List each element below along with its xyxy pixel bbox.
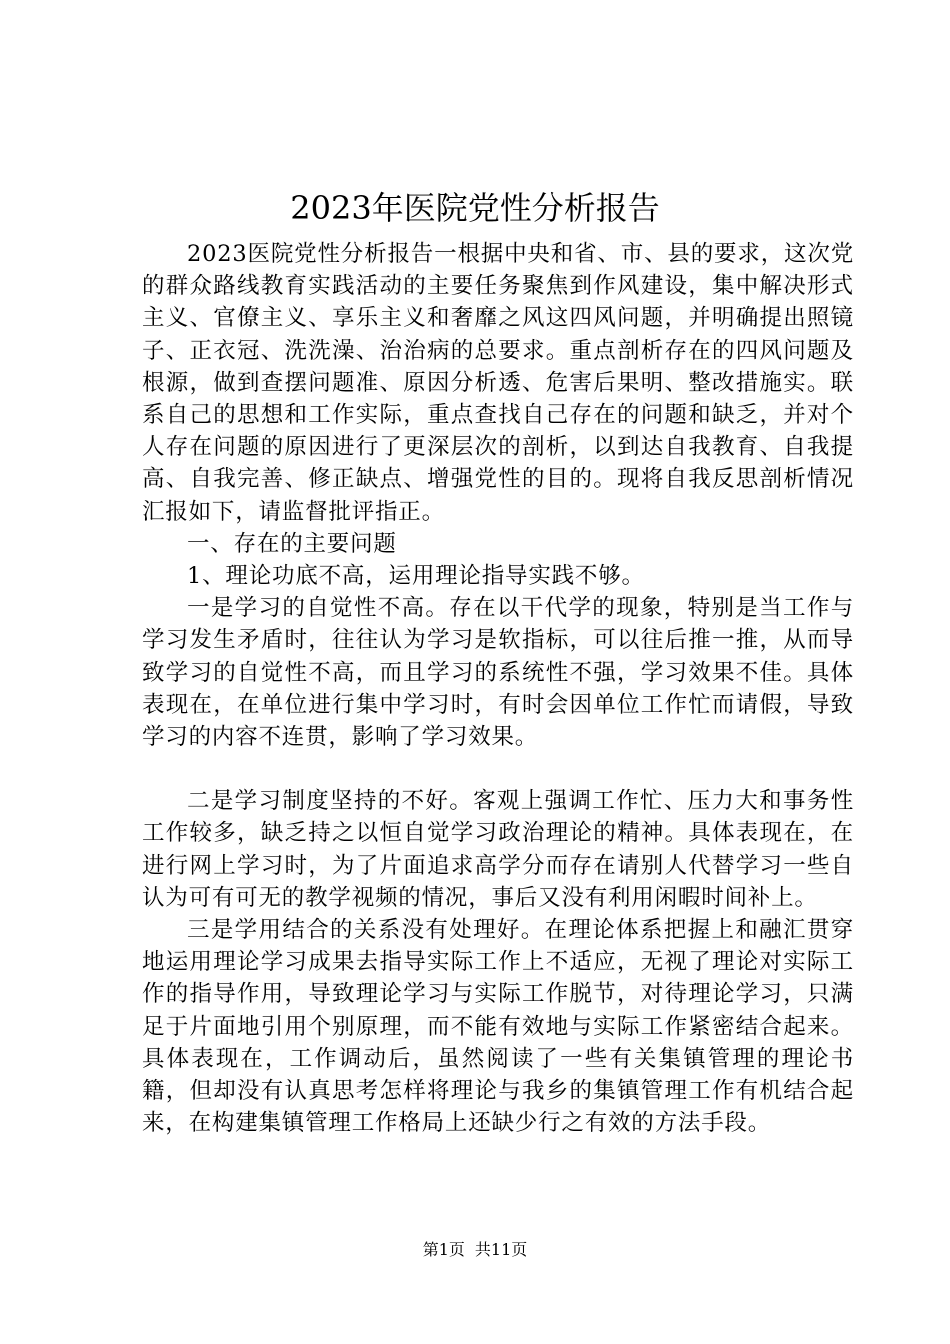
page-number: 第1页 (422, 1240, 465, 1259)
paragraph-study-application: 三是学用结合的关系没有处理好。在理论体系把握上和融汇贯穿地运用理论学习成果去指导实际工作上不适应，无视了理论对实际工作的指导作用，导致理论学习与实际工作脱节，对待理论学习，只满足于片面地引用个别原理，而不能有效地与实际工作紧密结合起来。具体表现在，工作调动后，虽然阅读了一些有关集镇管理的理论书籍，但却没有认真思考怎样将理论与我乡的集镇管理工作有机结合起来，在构建集镇管理工作格局上还缺少行之有效的方法手段。 (142, 917, 854, 1137)
page-total: 共11页 (474, 1240, 528, 1259)
intro-paragraph: 2023医院党性分析报告一根据中央和省、市、县的要求，这次党的群众路线教育实践活动的主要任务聚焦到作风建设，集中解决形式主义、官僚主义、享乐主义和奢靡之风这四风问题，并明确提出照镜子、正衣冠、洗洗澡、治治病的总要求。重点剖析存在的四风问题及根源，做到查摆问题准、原因分析透、危害后果明、整改措施实。联系自己的思想和工作实际，重点查找自己存在的问题和缺乏，并对个人存在问题的原因进行了更深层次的剖析，以到达自我教育、自我提高、自我完善、修正缺点、增强党性的目的。现将自我反思剖析情况汇报如下，请监督批评指正。 (142, 241, 854, 525)
document-title: 2023年医院党性分析报告 (290, 189, 660, 227)
subheading-theory-foundation: 1、理论功底不高，运用理论指导实践不够。 (187, 563, 645, 590)
section-heading-main-problems: 一、存在的主要问题 (187, 530, 397, 557)
page-footer (0, 1240, 950, 1260)
paragraph-study-consciousness: 一是学习的自觉性不高。存在以干代学的现象，特别是当工作与学习发生矛盾时，往往认为学习是软指标，可以往后推一推，从而导致学习的自觉性不高，而且学习的系统性不强，学习效果不佳。具体表现在，在单位进行集中学习时，有时会因单位工作忙而请假，导致学习的内容不连贯，影响了学习效果。 (142, 595, 854, 751)
paragraph-study-system: 二是学习制度坚持的不好。客观上强调工作忙、压力大和事务性工作较多，缺乏持之以恒自觉学习政治理论的精神。具体表现在，在进行网上学习时，为了片面追求高学分而存在请别人代替学习一些自认为可有可无的教学视频的情况，事后又没有利用闲暇时间补上。 (142, 788, 854, 911)
document-body (142, 238, 854, 1139)
